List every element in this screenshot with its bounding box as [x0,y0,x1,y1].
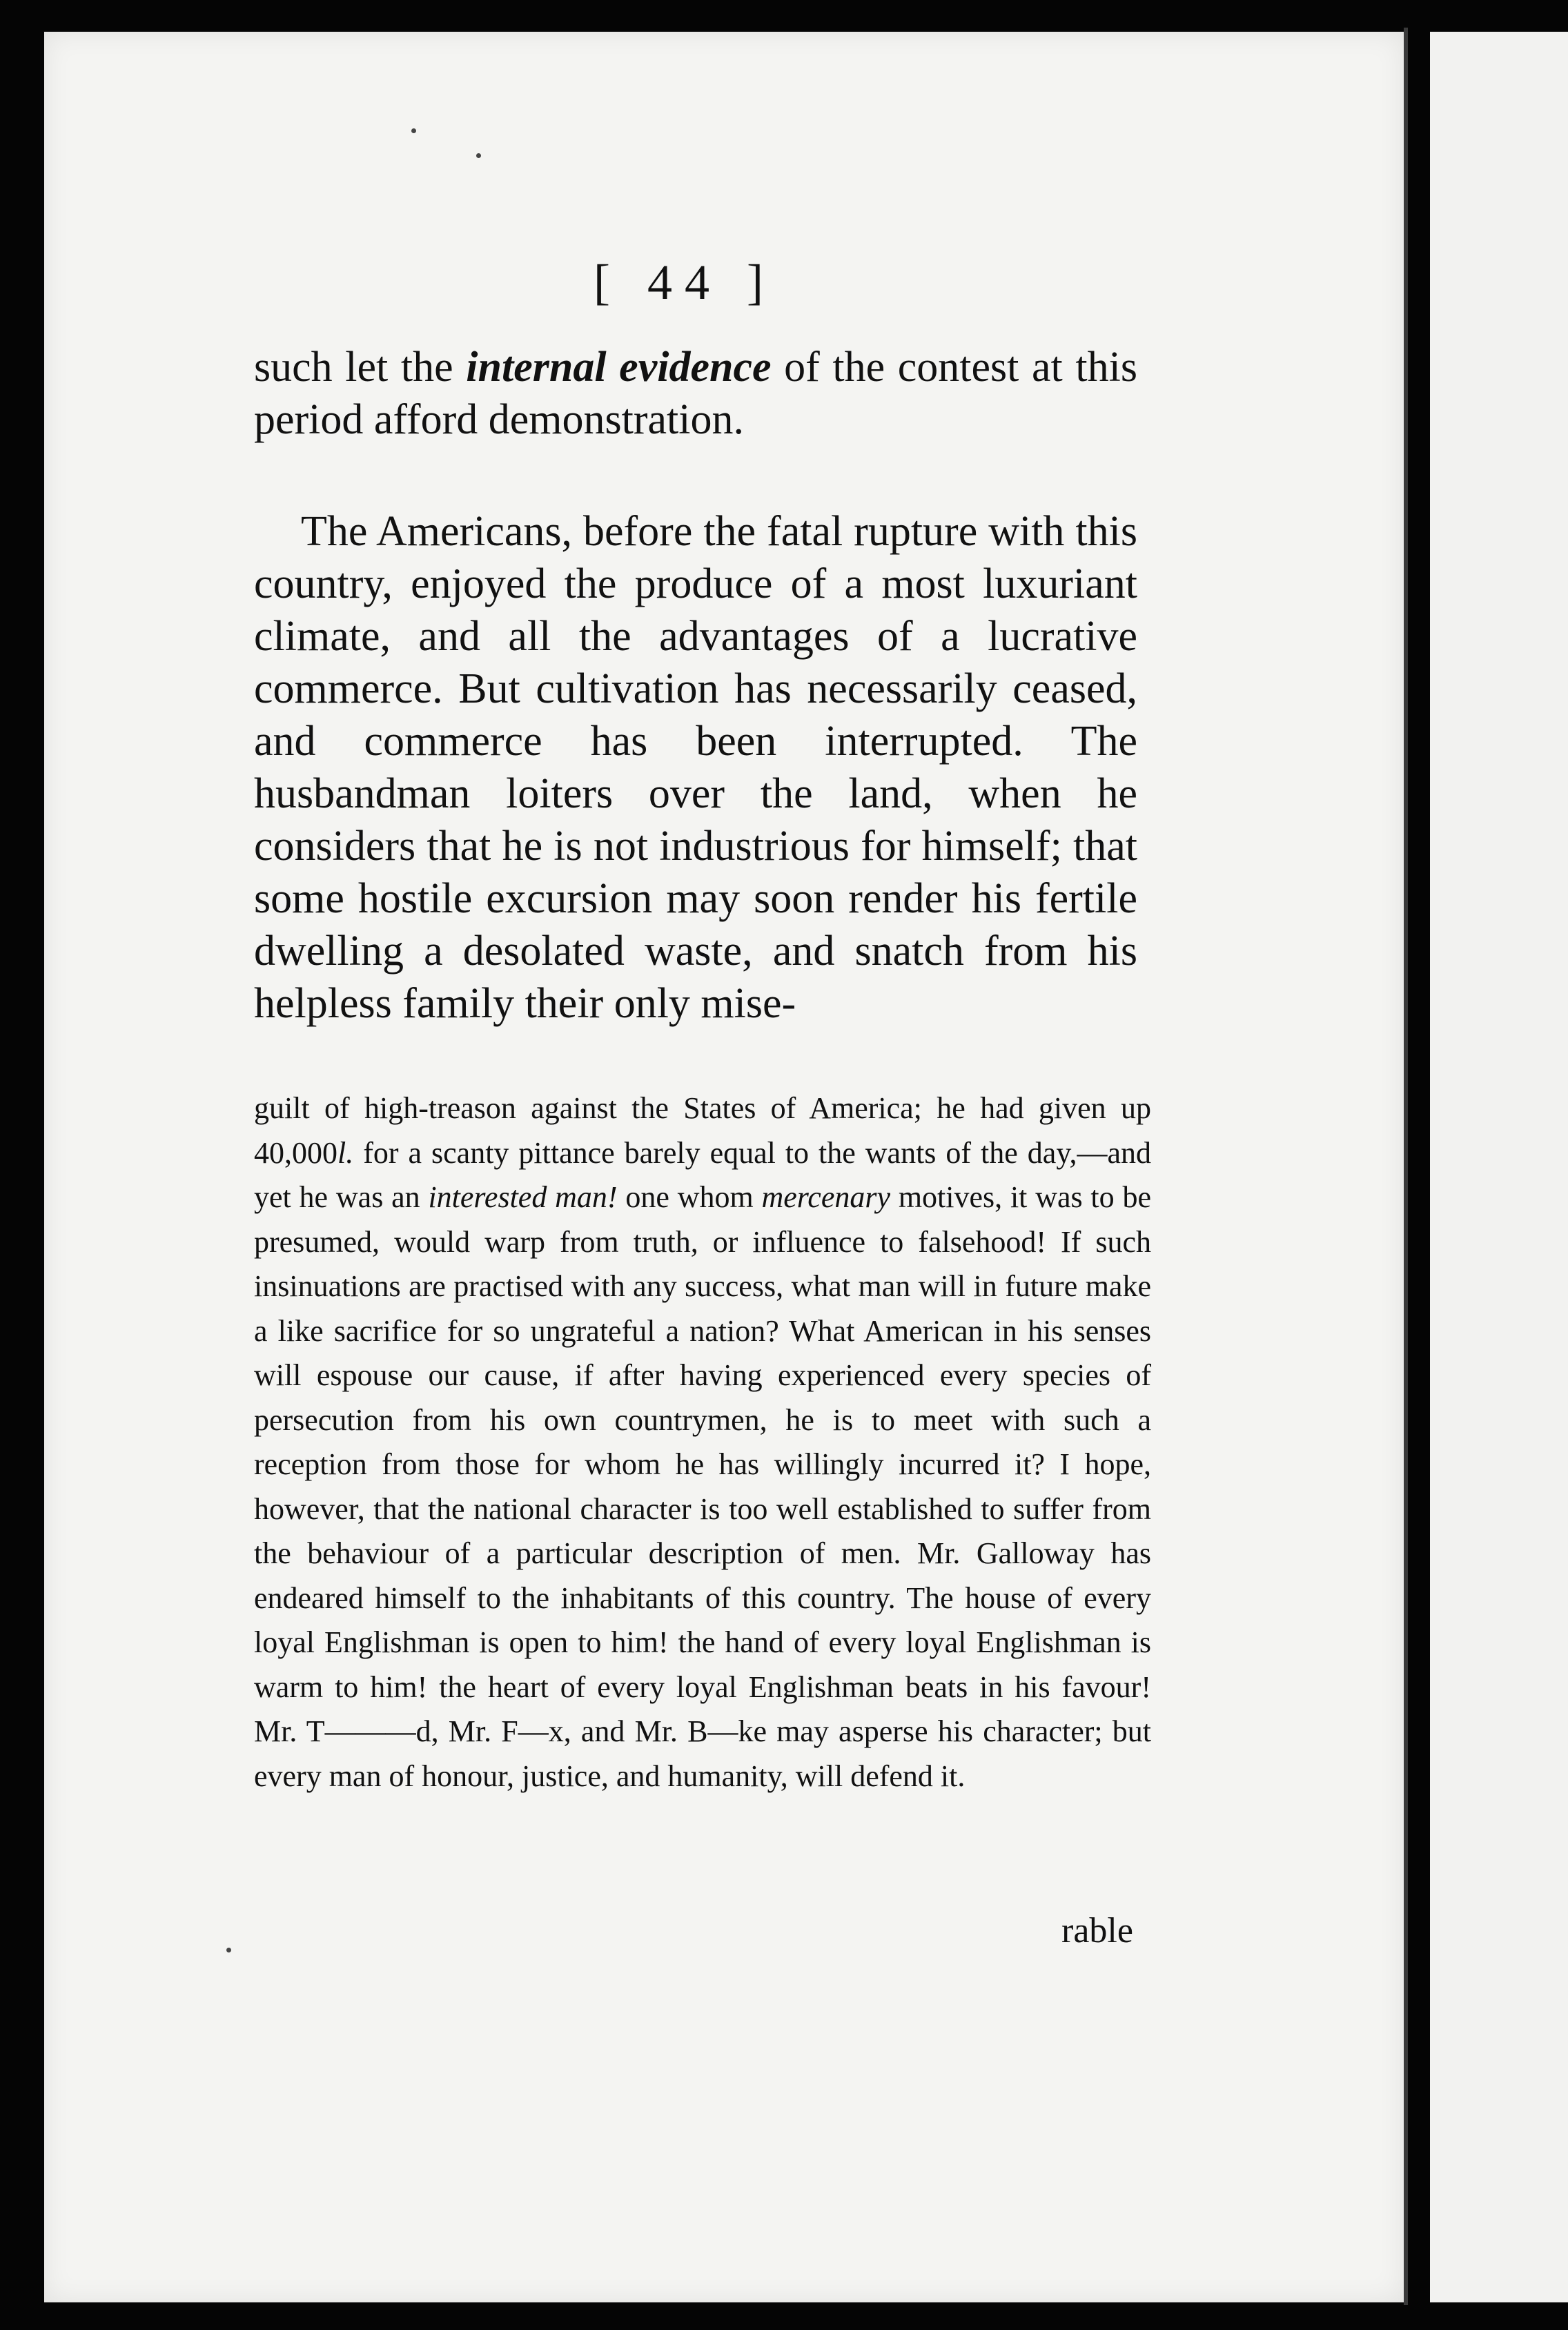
footnote [254,1086,1151,1799]
paragraph-americans: The Americans, before the fatal rupture with this country, enjoyed the produce of a most luxuriant climate, and all the advantages of a lucrative commerce. But cultivation has necessarily ceased, and commerce has been interrupted. The husbandman loiters over the land, when he considers that he is not industrious for himself; that some hostile excursion may soon render his fertile dwelling a desolated waste, and snatch from his helpless family their only mise- [254,508,1137,1027]
page-number: [ 44 ] [594,255,776,310]
ink-speck [226,1948,231,1952]
footnote-italic: interested man! [428,1180,618,1214]
italic-phrase: internal evidence [466,344,772,391]
footnote-italic: mercenary [761,1180,891,1214]
paragraph-text: such let the [254,344,467,391]
page-edge [1404,28,1408,2305]
paragraph-text: of the contest at this period afford demonstration. [254,344,1137,443]
footnote-italic: l. [337,1135,354,1170]
paragraph-continuation [254,341,1137,446]
catchword: rable [1061,1911,1133,1950]
footnote-text: one whom [617,1180,762,1214]
footnote-text: guilt of high-treason against the States of America; he had given up 40,000 [254,1091,1151,1170]
ink-speck [476,153,481,158]
ink-speck [411,128,416,133]
facing-page-strip [1430,32,1568,2302]
footnote-text: for a scanty pittance barely equal to the wants of the day,—and yet he was an [254,1135,1151,1214]
footnote-text: motives, it was to be presumed, would warp from truth, or influence to falsehood! If such insinuations are practised with any success, what man will in future make a like sacrifice for so ungrateful a nation? What American in his senses will espouse our cause, if after having experienced every species of persecution from his own countrymen, he is to meet with such a reception from those for whom he has willingly incurred it? I hope, however, that the national character is too well established to suffer from the behaviour of a particular description of men. Mr. Galloway has endeared himself to the inhabitants of this country. The house of every loyal Englishman is open to him! the hand of every loyal Englishman is warm to him! the heart of every loyal Englishman beats in his favour! Mr. T———d, Mr. F—x, and Mr. B—ke may asperse his character; but every man of honour, justice, and humanity, will defend it. [254,1180,1151,1793]
